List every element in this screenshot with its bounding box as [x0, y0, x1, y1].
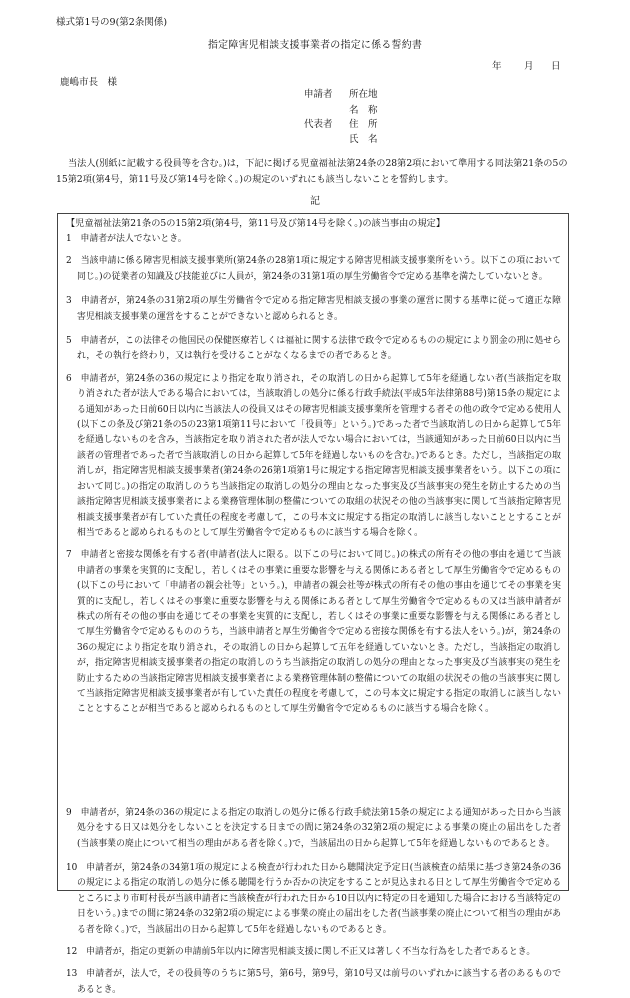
- oath-statement: 当法人(別紙に記載する役員等を含む。)は，下記に掲げる児童福祉法第24条の28第2項において準用する同法第21条の5の15第2項(第4号，第11号及び第14号を除く。)の規定のいずれにも該当しないことを誓約します。: [56, 158, 568, 185]
- address-label: 所在地: [349, 89, 378, 100]
- provisions-box: [57, 213, 569, 995]
- date-day-label: 日: [551, 61, 561, 72]
- provisions-header: 【児童福祉法第21条の5の15第2項(第4号，第11号及び第14号を除く。)の該当事由の規定】: [66, 218, 446, 229]
- rep-name-label: 氏 名: [349, 134, 378, 145]
- clause-12: 12 申請者が，指定の更新の申請前5年以内に障害児相談支援に関し不正又は著しく不当な行為をした者であるとき。: [66, 947, 536, 958]
- clause-5: 5 申請者が，この法律その他国民の保健医療若しくは福祉に関する法律で政令で定めるものの規定により罰金の刑に処せられ，その執行を終わり，又は執行を受けることがなくなるまでの者であるとき。: [66, 336, 562, 362]
- clause-2: 2 当該申請に係る障害児相談支援事業所(第24条の28第1項に規定する障害児相談支援事業所をいう。以下この項において同じ。)の従業者の知識及び技能並びに人員が，第24条の31第1項の厚生労働省令で定める基準を満たしていないとき。: [66, 256, 561, 282]
- clause-13: 13 申請者が，法人で，その役員等のうちに第5号，第6号，第9号，第10号又は前号のいずれかに該当する者のあるものであるとき。: [66, 969, 561, 995]
- addressee: 鹿嶋市長 様: [60, 77, 118, 88]
- applicant-label: 申請者: [304, 89, 333, 100]
- clause-1: 1 申請者が法人でないとき。: [66, 234, 187, 244]
- form-id: 様式第1号の9(第2条関係): [56, 17, 168, 28]
- provisions-content: [66, 216, 561, 998]
- clause-7: 7 申請者と密接な関係を有する者(申請者(法人に限る。以下この号において同じ。)の株式の所有その他の事由を通じて当該申請者の事業を実質的に支配し，若しくはその事業に重要な影響を与える関係にある者として厚生労働省令で定めるもの(以下この号において「申請者の親会社等」という。)，申請者の親会社等が株式の所有その他の事由を通じてその事業を実質的に支配し，若しくはその事業に重要な影響を与える関係にある者として厚生労働省令で定めるもの又は当該申請者が株式の所有その他の事由を通じてその事業を実質的に支配し，若しくはその事業に重要な影響を与える関係にある者として厚生労働省令で定めるもののうち，当該申請者と厚生労働省令で定める密接な関係を有する法人をいう。)が，第24条の36の規定により指定を取り消され，その取消しの日から起算して五年を経過していないとき。ただし，当該指定の取消しが，指定障害児相談支援事業者の指定の取消しのうち当該指定の取消しの処分の理由となった事実及び当該事実の発生を防止するための当該指定障害児相談支援事業者による業務管理体制の整備についての取組の状況その他の当該事実に関して当該指定障害児相談支援事業者が有していた責任の程度を考慮して，この号本文に規定する指定の取消しに該当しないこととすることが相当であると認められるものとして厚生労働省令で定めるものに該当する場合を除く。: [66, 550, 561, 715]
- date-year-label: 年: [492, 61, 502, 72]
- rep-address-label: 住 所: [349, 119, 378, 130]
- clause-3: 3 申請者が，第24条の31第2項の厚生労働省令で定める指定障害児相談支援の事業の運営に関する基準に従って適正な障害児相談支援事業の運営をすることができないと認められるとき。: [66, 296, 561, 322]
- date-month-label: 月: [524, 61, 534, 72]
- clause-9: 9 申請者が，第24条の36の規定による指定の取消しの処分に係る行政手続法第15条の規定による通知があった日から当該処分をする日又は処分をしないことを決定する日までの間に第24条の32第2項の規定による事業の廃止の届出をした者(当該事業の廃止について相当の理由がある者を除く。)で，当該届出の日から起算して5年を経過しないものであるとき。: [66, 807, 561, 849]
- clause-10: 10 申請者が，第24条の34第1項の規定による検査が行われた日から聴聞決定予定日(当該検査の結果に基づき第24条の36の規定による指定の取消しの処分に係る聴聞を行うか否かの決定をすることが見込まれる日として厚生労働省令で定めるところにより市町村長が当該申請者に当該検査が行われた日から10日以内に特定の日を通知した場合における当該特定の日をいう。)までの間に第24条の32第2項の規定による事業の廃止の届出をした者(当該事業の廃止について相当の理由がある者を除く。)で，当該届出の日から起算して5年を経過しないものであるとき。: [66, 863, 561, 935]
- document-title: 指定障害児相談支援事業者の指定に係る誓約書: [207, 40, 423, 51]
- ki-heading: 記: [310, 196, 320, 207]
- name-label: 名 称: [349, 105, 378, 116]
- representative-label: 代表者: [304, 119, 333, 130]
- clause-6: 6 申請者が，第24条の36の規定により指定を取り消され，その取消しの日から起算して5年を経過しない者(当該指定を取り消された者が法人である場合においては，当該取消しの処分に係る行政手続法(平成5年法律第88号)第15条の規定による通知があった日前60日以内に当該法人の役員又はその障害児相談支援事業所を管理する者その他の政令で定める使用人(以下この条及び第21条の5の23第1項第11号において「役員等」という。)であった者で当該取消しの日から起算して5年を経過しないものを含み，当該指定を取り消された者が法人でない場合においては，当該通知があった日前60日以内に当該者の管理者であった者で当該取消しの日から起算して5年を経過しないものを含む。)であるとき。ただし，当該指定の取消しが，指定障害児相談支援事業者(第24条の26第1項第1号に規定する指定障害児相談支援事業者をいう。以下この項において同じ。)の指定の取消しのうち当該指定の取消しの処分の理由となった事実及び当該事実の発生を防止するための当該指定障害児相談支援事業者による業務管理体制の整備についての取組の状況その他の当該事実に関して当該指定障害児相談支援事業者が有していた責任の程度を考慮して，この号本文に規定する指定の取消しに該当しないこととすることが相当であると認められるものとして厚生労働省令で定めるものに該当する場合を除く。: [66, 373, 561, 538]
